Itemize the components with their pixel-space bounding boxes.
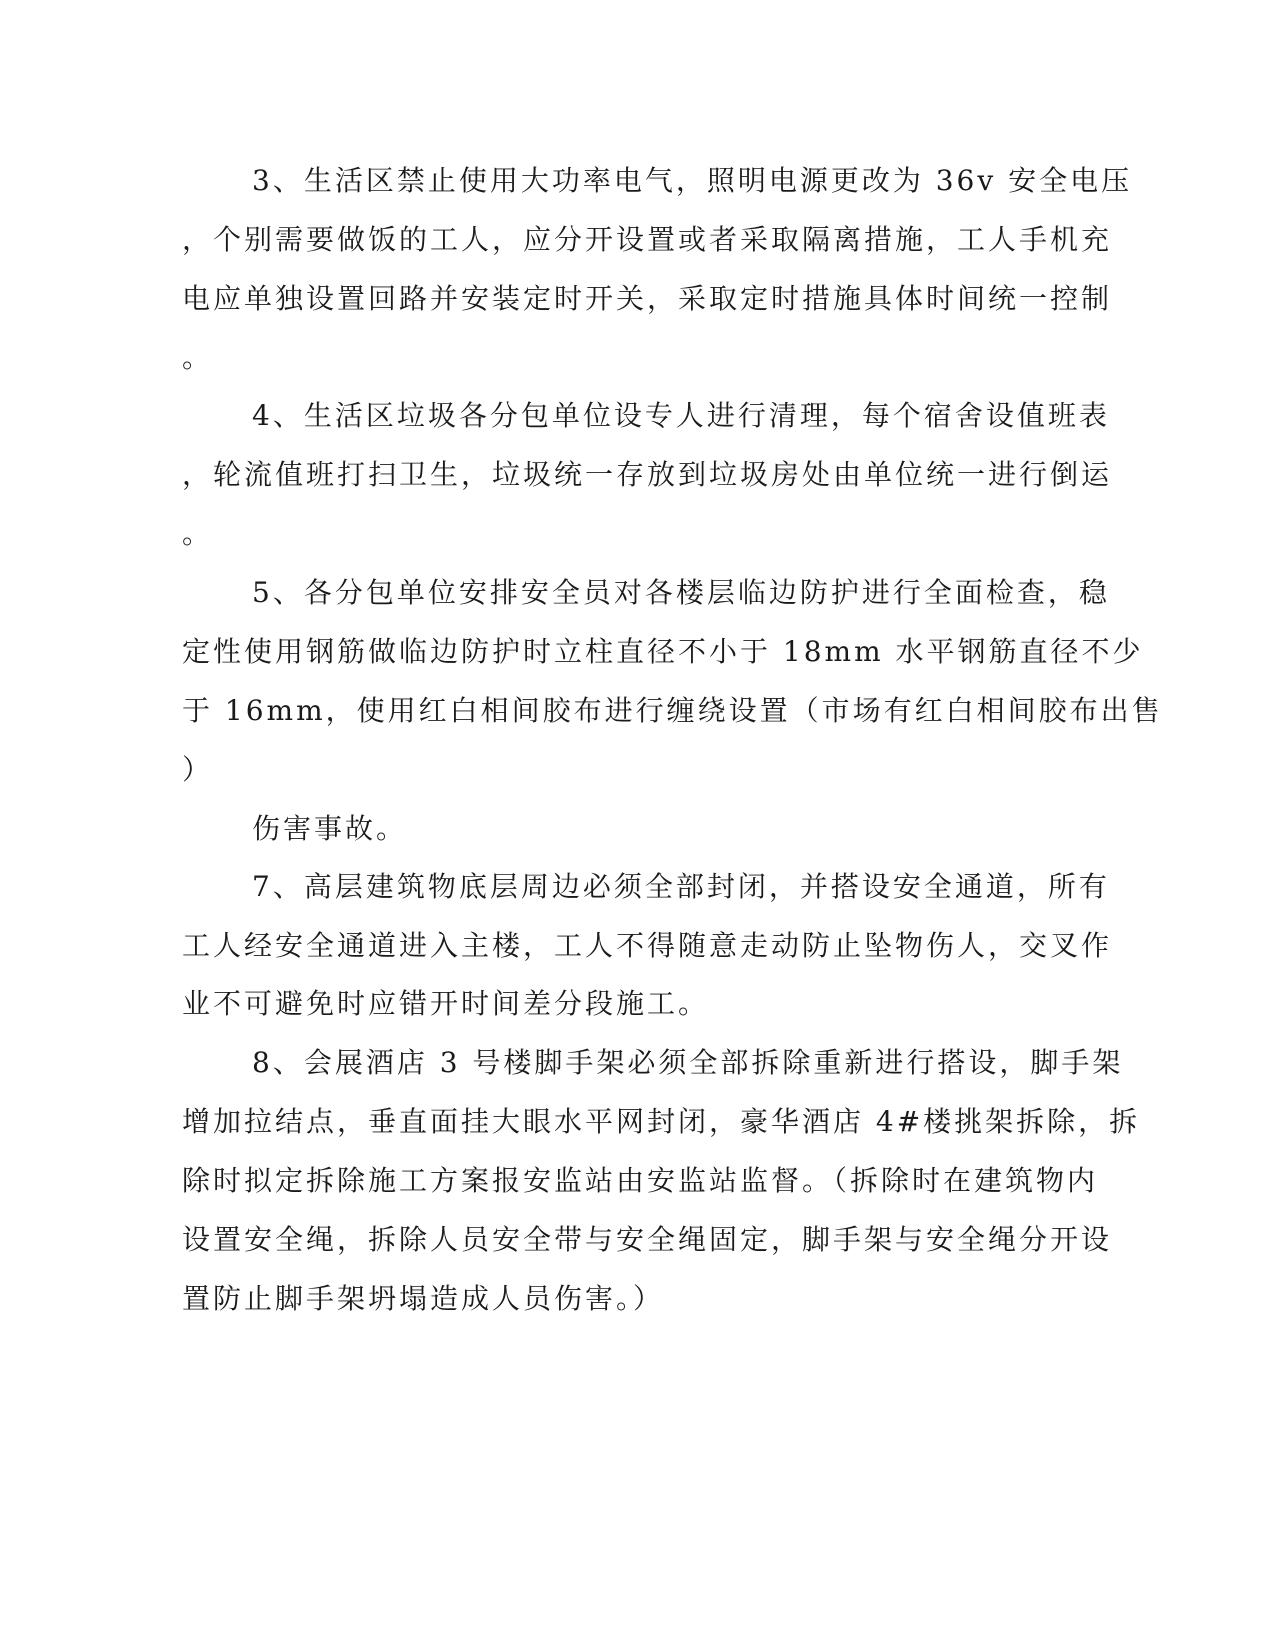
- paragraph-3-line-3: 电应单独设置回路并安装定时开关，采取定时措施具体时间统一控制: [182, 282, 1113, 315]
- paragraph-8-line-5: 置防止脚手架坍塌造成人员伤害。）: [182, 1282, 665, 1315]
- paragraph-5-line-1: 5、各分包单位安排安全员对各楼层临边防护进行全面检查，稳: [252, 576, 1110, 609]
- paragraph-3-line-2: ，个别需要做饭的工人，应分开设置或者采取隔离措施，工人手机充: [182, 223, 1113, 256]
- paragraph-7-line-1: 7、高层建筑物底层周边必须全部封闭，并搭设安全通道，所有: [252, 870, 1110, 903]
- paragraph-4-line-3: 。: [182, 517, 214, 550]
- paragraph-3-line-4: 。: [182, 341, 214, 374]
- paragraph-fragment-line-1: 伤害事故。: [252, 812, 408, 845]
- paragraph-8-line-4: 设置安全绳，拆除人员安全带与安全绳固定，脚手架与安全绳分开设: [182, 1223, 1113, 1256]
- paragraph-5-line-2: 定性使用钢筋做临边防护时立柱直径不小于 18mm 水平钢筋直径不少: [182, 635, 1144, 668]
- paragraph-5-line-3: 于 16mm，使用红白相间胶布进行缠绕设置（市场有红白相间胶布出售: [182, 694, 1163, 727]
- paragraph-8-line-3: 除时拟定拆除施工方案报安监站由安监站监督。（拆除时在建筑物内: [182, 1164, 1099, 1197]
- paragraph-4-line-1: 4、生活区垃圾各分包单位设专人进行清理，每个宿舍设值班表: [252, 399, 1110, 432]
- paragraph-7-line-2: 工人经安全通道进入主楼，工人不得随意走动防止坠物伤人，交叉作: [182, 929, 1113, 962]
- paragraph-8-line-2: 增加拉结点，垂直面挂大眼水平网封闭，豪华酒店 4#楼挑架拆除，拆: [182, 1105, 1141, 1138]
- paragraph-4-line-2: ，轮流值班打扫卫生，垃圾统一存放到垃圾房处由单位统一进行倒运: [182, 458, 1113, 491]
- paragraph-5-line-4: ）: [182, 753, 214, 786]
- paragraph-3-line-1: 3、生活区禁止使用大功率电气，照明电源更改为 36v 安全电压: [252, 164, 1133, 197]
- paragraph-7-line-3: 业不可避免时应错开时间差分段施工。: [182, 987, 710, 1020]
- paragraph-8-line-1: 8、会展酒店 3 号楼脚手架必须全部拆除重新进行搭设，脚手架: [252, 1046, 1124, 1079]
